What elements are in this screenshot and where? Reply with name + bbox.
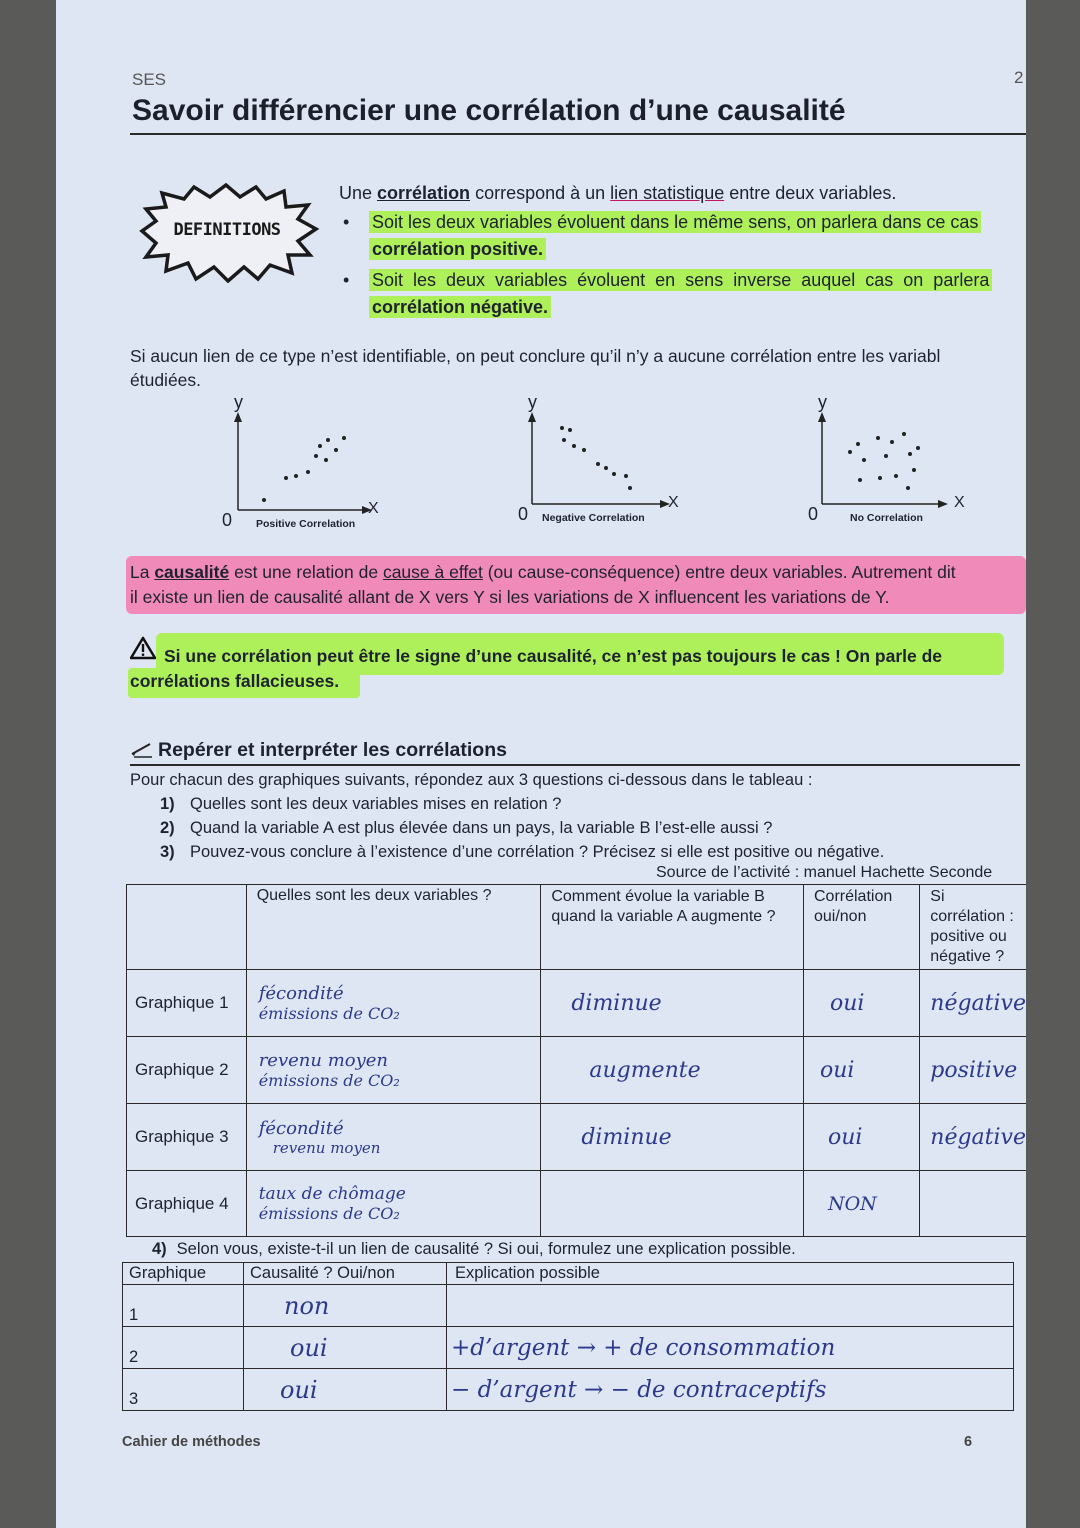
correlation-table-header bbox=[127, 885, 1027, 970]
intro-suffix: entre deux variables. bbox=[724, 183, 897, 203]
correlation-table bbox=[126, 884, 1026, 1237]
table-row bbox=[127, 1037, 1027, 1104]
row-explanation[interactable] bbox=[447, 1285, 1014, 1327]
table-row bbox=[127, 1104, 1027, 1171]
table-row bbox=[127, 1171, 1027, 1237]
no-correlation-text bbox=[130, 344, 1026, 392]
row-var-a: taux de chômage bbox=[258, 1184, 406, 1204]
scatter-negative-y-label: y bbox=[528, 392, 537, 412]
bullet-positive bbox=[339, 209, 1026, 263]
intro-prefix: Une bbox=[339, 183, 378, 203]
row-correlation-text: oui bbox=[829, 990, 865, 1016]
row-evolution[interactable] bbox=[541, 1104, 804, 1171]
row-sign-text: négative bbox=[930, 990, 1026, 1016]
row-graph-number: 1 bbox=[123, 1285, 244, 1327]
header-explication: Explication possible bbox=[447, 1263, 1014, 1285]
row-evolution[interactable] bbox=[541, 1037, 804, 1104]
scatter-none-y-label: y bbox=[818, 392, 827, 412]
no-correlation-line1: Si aucun lien de ce type n’est identifiable, on peut conclure qu’il n’y a aucune corrélation entre les variabl bbox=[130, 346, 941, 366]
definition-block bbox=[339, 180, 1026, 325]
question-2-number: 2) bbox=[160, 819, 175, 837]
warning-icon bbox=[130, 636, 152, 658]
section-underline bbox=[130, 764, 1020, 766]
source-credit: Source de l’activité : manuel Hachette Seconde bbox=[656, 864, 993, 881]
header-graphique: Graphique bbox=[123, 1263, 244, 1285]
row-correlation-text: NON bbox=[827, 1192, 877, 1215]
row-correlation[interactable] bbox=[803, 1037, 919, 1104]
definition-bullets bbox=[339, 209, 1026, 321]
row-graph-number: 2 bbox=[123, 1327, 244, 1369]
row-sign[interactable] bbox=[920, 1171, 1026, 1237]
question-2 bbox=[160, 816, 884, 840]
row-explanation[interactable] bbox=[447, 1369, 1014, 1411]
question-4 bbox=[152, 1240, 796, 1259]
scatter-positive-origin: 0 bbox=[222, 510, 233, 530]
row-label: Graphique 1 bbox=[127, 970, 247, 1037]
top-page-number: 2 bbox=[1014, 68, 1024, 87]
row-label: Graphique 2 bbox=[127, 1037, 247, 1104]
row-var-b: émissions de CO₂ bbox=[258, 1204, 400, 1223]
row-causality[interactable] bbox=[244, 1369, 447, 1411]
table-row bbox=[123, 1285, 1014, 1327]
row-evolution[interactable] bbox=[541, 970, 804, 1037]
question-3-number: 3) bbox=[160, 843, 175, 861]
no-correlation-line2: étudiées. bbox=[130, 370, 202, 390]
row-causality-text: oui bbox=[280, 1375, 318, 1404]
row-causality-text: oui bbox=[290, 1333, 328, 1362]
scatter-none bbox=[806, 392, 986, 533]
row-explanation-text: +d’argent → + de consommation bbox=[451, 1334, 836, 1361]
header-sign: Si corrélation : positive ou négative ? bbox=[920, 885, 1026, 970]
scatter-none-caption: No Correlation bbox=[850, 512, 923, 524]
scatter-positive-x-label: X bbox=[368, 500, 379, 517]
row-variables[interactable] bbox=[246, 1104, 541, 1171]
row-sign-text: positive bbox=[930, 1057, 1018, 1083]
causality-line2: il existe un lien de causalité allant de X vers Y si les variations de X influencent les variations de Y. bbox=[130, 587, 890, 607]
row-var-a: fécondité bbox=[258, 1117, 344, 1139]
row-correlation-text: oui bbox=[819, 1057, 855, 1083]
table-row bbox=[127, 970, 1027, 1037]
footer-label: Cahier de méthodes bbox=[122, 1434, 261, 1450]
row-causality-text: non bbox=[284, 1291, 330, 1320]
row-evolution[interactable] bbox=[541, 1171, 804, 1237]
question-1-text: Quelles sont les deux variables mises en relation ? bbox=[190, 795, 562, 813]
row-var-b: revenu moyen bbox=[272, 1138, 381, 1157]
scatter-none-origin: 0 bbox=[808, 504, 819, 524]
intro-mid: correspond à un bbox=[470, 183, 611, 203]
header-correlation: Corrélation oui/non bbox=[803, 885, 919, 970]
question-1 bbox=[160, 792, 884, 816]
causality-text bbox=[130, 560, 1026, 610]
definition-intro bbox=[339, 180, 1026, 207]
bullet-positive-term: corrélation positive. bbox=[369, 238, 546, 260]
row-causality[interactable] bbox=[244, 1285, 447, 1327]
causality-table bbox=[122, 1262, 1014, 1411]
scatter-negative-origin: 0 bbox=[518, 504, 529, 524]
row-causality[interactable] bbox=[244, 1327, 447, 1369]
row-explanation[interactable] bbox=[447, 1327, 1014, 1369]
table-row bbox=[123, 1369, 1014, 1411]
question-4-number: 4) bbox=[152, 1240, 167, 1258]
row-sign[interactable] bbox=[920, 1037, 1026, 1104]
question-4-text: Selon vous, existe-t-il un lien de causalité ? Si oui, formulez une explication possible. bbox=[176, 1240, 796, 1258]
scatter-negative-caption: Negative Correlation bbox=[542, 512, 645, 524]
positive-points bbox=[262, 436, 346, 502]
question-2-text: Quand la variable A est plus élevée dans un pays, la variable B l’est-elle aussi ? bbox=[190, 819, 773, 837]
causality-mid: est une relation de bbox=[229, 562, 383, 582]
row-sign-text: négative bbox=[930, 1124, 1026, 1150]
row-var-a: revenu moyen bbox=[258, 1050, 389, 1071]
causality-term: causalité bbox=[154, 562, 230, 582]
scatter-negative-x-label: X bbox=[668, 494, 679, 511]
intro-term: corrélation bbox=[377, 183, 471, 203]
row-correlation[interactable] bbox=[803, 1171, 919, 1237]
row-correlation-text: oui bbox=[827, 1124, 863, 1150]
row-label: Graphique 3 bbox=[127, 1104, 247, 1171]
causality-cause: cause à effet bbox=[382, 562, 483, 582]
subject-label: SES bbox=[132, 70, 167, 89]
section-pencil-icon bbox=[130, 740, 154, 763]
row-correlation[interactable] bbox=[803, 1104, 919, 1171]
row-variables[interactable] bbox=[246, 1171, 541, 1237]
table-row bbox=[123, 1327, 1014, 1369]
scatter-none-x-label: X bbox=[954, 494, 965, 511]
negative-points bbox=[560, 426, 632, 490]
row-evolution-text: diminue bbox=[581, 1124, 672, 1150]
worksheet-page bbox=[56, 0, 1026, 1528]
row-sign[interactable] bbox=[920, 1104, 1026, 1171]
row-var-b: émissions de CO₂ bbox=[258, 1004, 400, 1023]
header-causalite: Causalité ? Oui/non bbox=[244, 1263, 447, 1285]
header-variables: Quelles sont les deux variables ? bbox=[246, 885, 541, 970]
footer-page-number: 6 bbox=[964, 1434, 973, 1450]
question-3 bbox=[160, 840, 884, 864]
question-3-text: Pouvez-vous conclure à l’existence d’une corrélation ? Précisez si elle est positive ou négative. bbox=[190, 843, 885, 861]
section-questions bbox=[160, 792, 884, 864]
causality-rest: (ou cause-conséquence) entre deux variables. Autrement dit bbox=[482, 562, 956, 582]
scatter-positive-y-label: y bbox=[234, 392, 243, 412]
page-title: Savoir différencier une corrélation d’une causalité bbox=[132, 94, 846, 127]
scatter-negative bbox=[514, 392, 694, 533]
causality-table-header bbox=[123, 1263, 1014, 1285]
section-intro: Pour chacun des graphiques suivants, répondez aux 3 questions ci-dessous dans le tableau : bbox=[130, 771, 813, 789]
bullet-negative-term: corrélation négative. bbox=[369, 296, 551, 318]
bullet-negative-text: Soit les deux variables évoluent en sens inverse auquel cas on parlera bbox=[369, 269, 992, 291]
causality-prefix: La bbox=[130, 562, 155, 582]
warning-line1: Si une corrélation peut être le signe d’une causalité, ce n’est pas toujours le cas ! On parle de bbox=[164, 646, 943, 666]
row-variables[interactable] bbox=[246, 970, 541, 1037]
row-graph-number: 3 bbox=[123, 1369, 244, 1411]
row-var-b: émissions de CO₂ bbox=[258, 1071, 400, 1090]
row-correlation[interactable] bbox=[803, 970, 919, 1037]
row-sign[interactable] bbox=[920, 970, 1026, 1037]
definitions-label: DEFINITIONS bbox=[173, 220, 281, 240]
warning-line2: corrélations fallacieuses. bbox=[130, 671, 340, 691]
definitions-badge bbox=[132, 183, 322, 283]
row-explanation-text: − d’argent → − de contraceptifs bbox=[451, 1376, 827, 1403]
none-points bbox=[848, 432, 920, 490]
header-evolution: Comment évolue la variable B quand la variable A augmente ? bbox=[541, 885, 804, 970]
question-1-number: 1) bbox=[160, 795, 175, 813]
section-title: Repérer et interpréter les corrélations bbox=[158, 739, 507, 761]
title-underline bbox=[130, 133, 1026, 135]
bullet-positive-text: Soit les deux variables évoluent dans le même sens, on parlera dans ce cas bbox=[369, 211, 981, 233]
row-evolution-text: diminue bbox=[571, 990, 662, 1016]
bullet-negative bbox=[339, 267, 1026, 321]
header-empty bbox=[127, 885, 247, 970]
causality-line1 bbox=[130, 560, 1026, 585]
scatter-positive bbox=[216, 392, 386, 533]
scatter-positive-caption: Positive Correlation bbox=[256, 518, 356, 530]
row-label: Graphique 4 bbox=[127, 1171, 247, 1237]
intro-link: lien statistique bbox=[610, 183, 725, 203]
row-variables[interactable] bbox=[246, 1037, 541, 1104]
row-evolution-text: augmente bbox=[589, 1057, 701, 1083]
row-var-a: fécondité bbox=[258, 983, 344, 1004]
